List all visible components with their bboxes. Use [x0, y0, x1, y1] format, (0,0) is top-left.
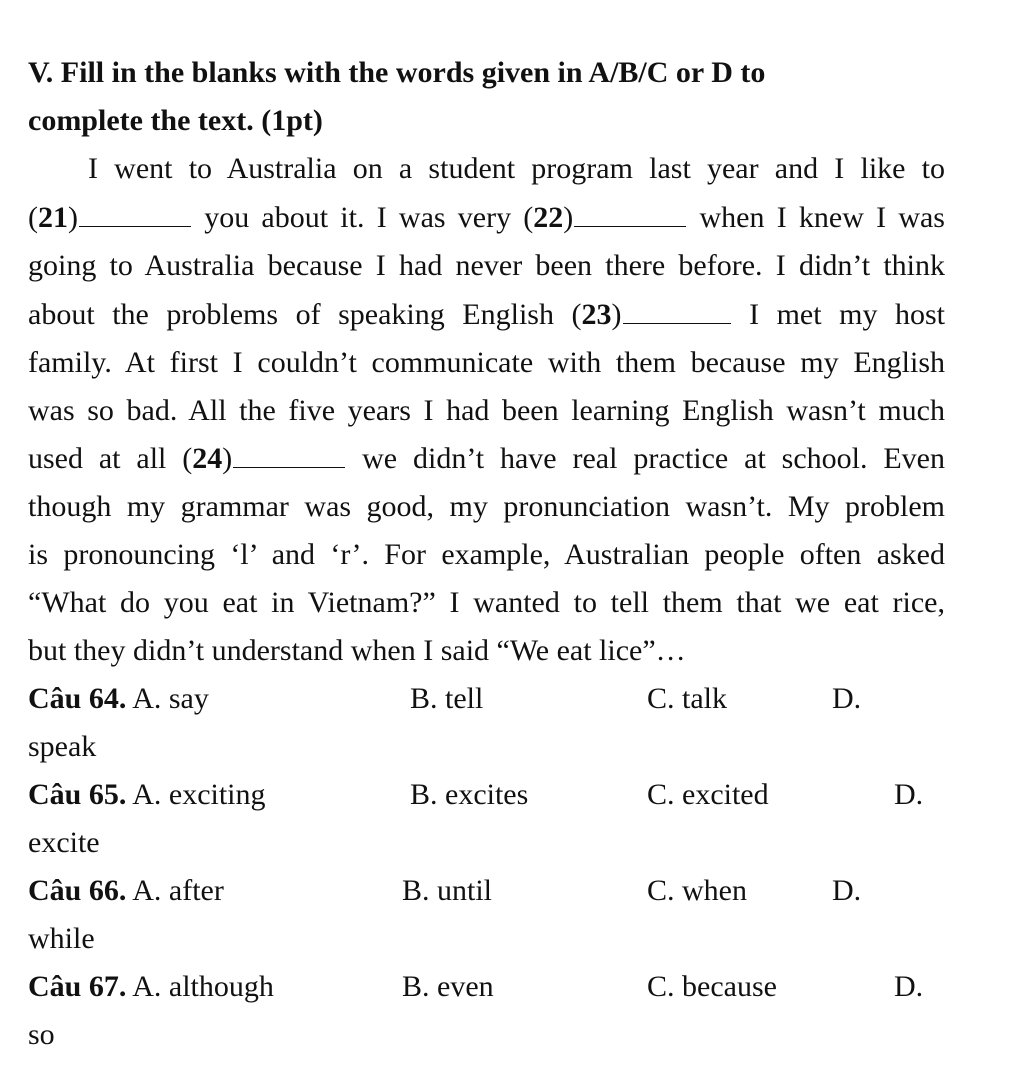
passage-line-2: [28, 194, 945, 242]
question-67-option-b: B. even: [402, 970, 494, 1003]
blank-24-label: (24): [182, 442, 346, 475]
passage-line-3: going to Australia because I had never been there before. I didn’t think: [28, 249, 945, 282]
question-66-option-b: B. until: [402, 874, 493, 907]
question-67-option-d-letter: D.: [894, 970, 924, 1003]
question-67-option-d-word: so: [28, 1018, 55, 1051]
passage-line-4-text-a: about the problems of speaking English: [28, 298, 554, 331]
blank-22-label: (22): [523, 201, 687, 234]
blank-21: [79, 196, 191, 227]
passage-line-7-text-a: used at all: [28, 442, 167, 475]
question-66-option-d-letter: D.: [832, 874, 862, 907]
passage-line-11: but they didn’t understand when I said “We eat lice”…: [28, 634, 686, 667]
question-65-option-c: C. excited: [647, 778, 769, 811]
passage-line-2-text-a: you about it. I was very: [204, 201, 512, 234]
question-67-option-a: A. although: [132, 970, 274, 1003]
question-66-option-d-word: while: [28, 922, 95, 955]
passage-line-10: “What do you eat in Vietnam?” I wanted to tell them that we eat rice,: [28, 586, 945, 619]
question-67-option-c: C. because: [647, 970, 777, 1003]
blank-23-label: (23): [572, 298, 732, 331]
question-66-label: Câu 66.: [28, 874, 127, 907]
question-64-option-d-word: speak: [28, 730, 97, 763]
question-67: [28, 963, 274, 1011]
question-65-option-b: B. excites: [410, 778, 529, 811]
question-66-option-a: A. after: [132, 874, 224, 907]
question-65-option-a: A. exciting: [132, 778, 266, 811]
question-65-option-d-letter: D.: [894, 778, 924, 811]
passage-line-5: family. At first I couldn’t communicate with them because my English: [28, 346, 945, 379]
blank-24: [233, 437, 345, 468]
passage-line-1: I went to Australia on a student program last year and I like to: [88, 152, 945, 185]
passage-line-7-text-b: we didn’t have real practice at school. Even: [362, 442, 945, 475]
passage-line-7: [28, 435, 945, 483]
question-64-option-d-letter: D.: [832, 682, 862, 715]
question-64-option-b: B. tell: [410, 682, 484, 715]
blank-23: [623, 293, 731, 324]
passage-line-6: was so bad. All the five years I had been learning English wasn’t much: [28, 394, 945, 427]
question-65-label: Câu 65.: [28, 778, 127, 811]
question-65: [28, 771, 266, 819]
question-64-option-c: C. talk: [647, 682, 727, 715]
passage-line-2-text-b: when I knew I was: [699, 201, 945, 234]
passage-line-9: is pronouncing ‘l’ and ‘r’. For example, Australian people often asked: [28, 538, 945, 571]
passage-line-4: [28, 291, 945, 339]
blank-21-label: (21): [28, 201, 192, 234]
question-66-option-c: C. when: [647, 874, 747, 907]
question-64-label: Câu 64.: [28, 682, 127, 715]
section-heading-line2: complete the text. (1pt): [28, 104, 323, 137]
question-67-label: Câu 67.: [28, 970, 127, 1003]
question-66: [28, 867, 224, 915]
section-heading-line1: V. Fill in the blanks with the words given in A/B/C or D to: [28, 56, 766, 89]
passage-line-4-text-b: I met my host: [749, 298, 946, 331]
question-64-option-a: A. say: [132, 682, 209, 715]
question-64: [28, 675, 209, 723]
blank-22: [574, 196, 686, 227]
passage-line-8: though my grammar was good, my pronunciation wasn’t. My problem: [28, 490, 945, 523]
question-65-option-d-word: excite: [28, 826, 100, 859]
